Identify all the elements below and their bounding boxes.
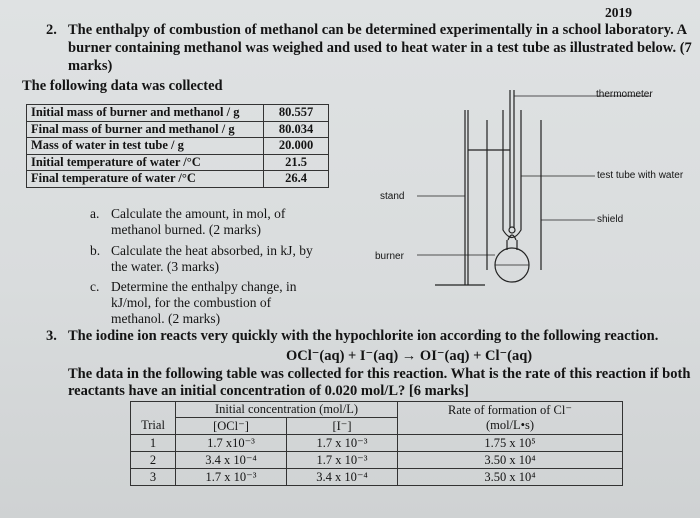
cell-rate: 1.75 x 10⁵ xyxy=(398,435,623,452)
part-c-line3: methanol. (2 marks) xyxy=(111,311,221,326)
header-rate: Rate of formation of Cl⁻ (mol/L•s) xyxy=(398,402,623,435)
row-value: 26.4 xyxy=(264,171,329,188)
test-tube xyxy=(503,110,521,238)
row-label: Final mass of burner and methanol / g xyxy=(27,121,264,138)
row-label: Final temperature of water /°C xyxy=(27,171,264,188)
label-test-tube: test tube with water xyxy=(597,170,684,181)
cell-iodide: 1.7 x 10⁻³ xyxy=(287,452,398,469)
rate-data-table xyxy=(130,401,623,486)
q2-intro: The following data was collected xyxy=(22,78,223,94)
row-label: Initial temperature of water /°C xyxy=(27,154,264,171)
cell-rate: 3.50 x 10⁴ xyxy=(398,452,623,469)
part-a-letter: a. xyxy=(90,206,100,221)
header-trial: Trial xyxy=(131,418,176,435)
table-row xyxy=(27,154,329,171)
cell-trial: 1 xyxy=(131,435,176,452)
part-a-line2: methanol burned. (2 marks) xyxy=(111,222,261,237)
cell-iodide: 3.4 x 10⁻⁴ xyxy=(287,469,398,486)
q2-line1: The enthalpy of combustion of methanol can be determined experimentally in a school laboratory. A xyxy=(68,22,688,38)
table-row xyxy=(131,452,623,469)
row-label: Mass of water in test tube / g xyxy=(27,138,264,155)
row-value: 80.557 xyxy=(264,105,329,122)
cell-ocl: 3.4 x 10⁻⁴ xyxy=(176,452,287,469)
combustion-data-table xyxy=(26,104,329,188)
table-row xyxy=(131,435,623,452)
cell-trial: 3 xyxy=(131,469,176,486)
table-row xyxy=(27,171,329,188)
q2-line3: marks) xyxy=(68,58,113,74)
label-burner: burner xyxy=(375,251,404,262)
row-value: 20.000 xyxy=(264,138,329,155)
part-a-line1: Calculate the amount, in mol, of xyxy=(111,206,286,221)
q2-line2: burner containing methanol was weighed and used to heat water in a test tube as illustrated below. (7 xyxy=(68,40,692,56)
table-row xyxy=(131,469,623,486)
q3-line1: The iodine ion reacts very quickly with the hypochlorite ion according to the following reaction. xyxy=(68,328,659,344)
label-stand: stand xyxy=(380,191,405,202)
row-label: Initial mass of burner and methanol / g xyxy=(27,105,264,122)
label-thermometer: thermometer xyxy=(596,89,653,100)
part-c-line1: Determine the enthalpy change, in xyxy=(111,279,297,294)
part-b-letter: b. xyxy=(90,243,101,258)
header-iodide: [I⁻] xyxy=(287,418,398,435)
part-c-letter: c. xyxy=(90,279,100,294)
header-concentration: Initial concentration (mol/L) xyxy=(176,402,398,418)
row-value: 21.5 xyxy=(264,154,329,171)
header-ocl: [OCl⁻] xyxy=(176,418,287,435)
table-row xyxy=(27,138,329,155)
table-row xyxy=(27,121,329,138)
cell-iodide: 1.7 x 10⁻³ xyxy=(287,435,398,452)
cell-rate: 3.50 x 10⁴ xyxy=(398,469,623,486)
q3-line2: The data in the following table was collected for this reaction. What is the rate of this reaction if both xyxy=(68,366,691,382)
cell-ocl: 1.7 x10⁻³ xyxy=(176,435,287,452)
label-shield: shield xyxy=(597,214,624,225)
row-value: 80.034 xyxy=(264,121,329,138)
q3-line3: reactants have an initial concentration of 0.020 mol/L? [6 marks] xyxy=(68,383,469,399)
part-b-line2: the water. (3 marks) xyxy=(111,259,219,274)
year-label: 2019 xyxy=(605,5,632,20)
table-header-row xyxy=(131,402,623,418)
cell-ocl: 1.7 x 10⁻³ xyxy=(176,469,287,486)
part-b-line1: Calculate the heat absorbed, in kJ, by xyxy=(111,243,313,258)
part-c-line2: kJ/mol, for the combustion of xyxy=(111,295,272,310)
q3-reaction: OCl⁻(aq) + I⁻(aq) → OI⁻(aq) + Cl⁻(aq) xyxy=(286,348,533,364)
cell-trial: 2 xyxy=(131,452,176,469)
q3-number: 3. xyxy=(46,328,57,344)
q2-number: 2. xyxy=(46,22,57,38)
table-row xyxy=(27,105,329,122)
apparatus-diagram xyxy=(395,80,700,300)
